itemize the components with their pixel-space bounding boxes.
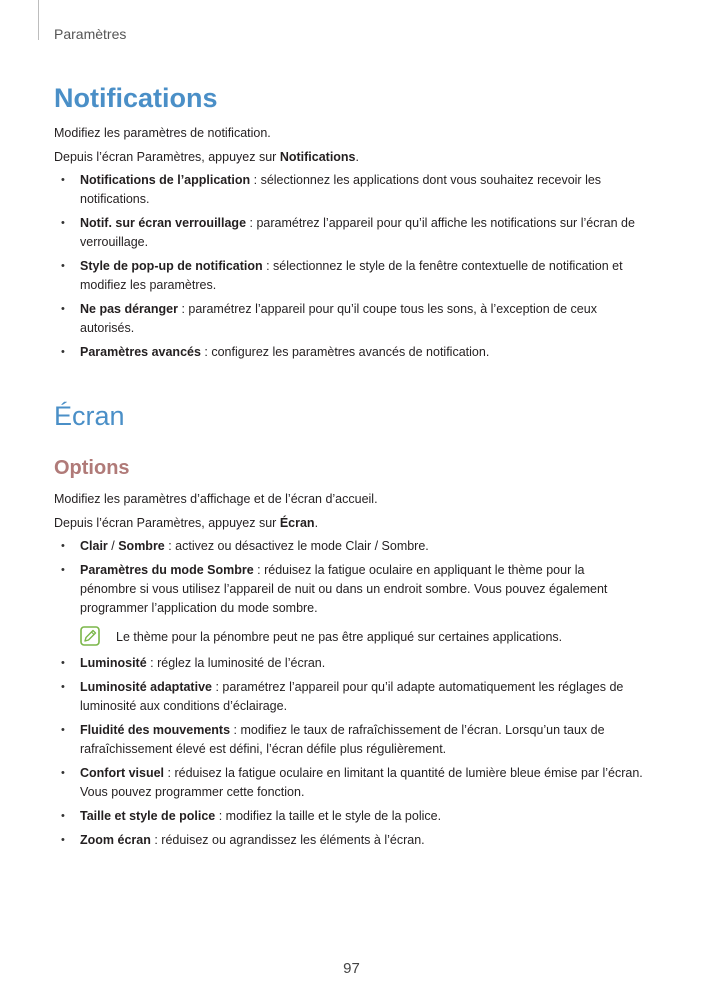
list-item	[61, 300, 644, 338]
running-header: Paramètres	[54, 26, 127, 42]
ecran-list-a	[54, 537, 644, 618]
bullet: •	[61, 174, 65, 186]
bullet: •	[61, 564, 65, 576]
list-item	[61, 171, 644, 209]
item-desc: : sélectionnez le style de la fenêtre contextuelle de notification et modifiez les paramètres.	[80, 259, 623, 292]
list-item	[61, 721, 644, 759]
options-subheading: Options	[54, 457, 130, 479]
note-pencil-icon	[80, 626, 100, 646]
item-term: Taille et style de police	[80, 809, 216, 823]
item-term: Luminosité adaptative	[80, 680, 212, 694]
item-desc: : réduisez la fatigue oculaire en limitant la quantité de lumière bleue émise par l’écran. Vous pouvez programmer cette fonction.	[80, 766, 643, 799]
bullet: •	[61, 303, 65, 315]
item-desc: : paramétrez l’appareil pour qu’il affiche les notifications sur l’écran de verrouillage.	[80, 216, 635, 249]
bullet: •	[61, 657, 65, 669]
list-item	[61, 257, 644, 295]
path-target: Notifications	[279, 150, 356, 164]
list-item	[61, 214, 644, 252]
notifications-heading: Notifications	[54, 83, 218, 113]
list-item	[61, 831, 644, 850]
item-term: Fluidité des mouvements	[80, 723, 231, 737]
item-desc: : paramétrez l’appareil pour qu’il coupe tous les sons, à l’exception de ceux autorisés.	[80, 302, 597, 335]
note-callout	[80, 628, 644, 648]
ecran-heading: Écran	[54, 401, 125, 431]
item-desc: : paramétrez l’appareil pour qu’il adapte automatiquement les réglages de luminosité aux conditions d’éclairage.	[80, 680, 624, 713]
list-item	[61, 764, 644, 802]
bullet: •	[61, 346, 65, 358]
notifications-path	[54, 148, 644, 166]
item-term: Notifications de l’application	[80, 173, 251, 187]
bullet: •	[61, 681, 65, 693]
item-sep: /	[107, 539, 119, 553]
list-item	[61, 678, 644, 716]
notifications-list	[54, 171, 644, 362]
page-number: 97	[343, 960, 360, 977]
item-term: Paramètres du mode Sombre	[80, 563, 254, 577]
list-item	[61, 807, 644, 826]
path-suffix: .	[314, 516, 319, 530]
bullet: •	[61, 724, 65, 736]
list-item	[61, 561, 644, 618]
bullet: •	[61, 810, 65, 822]
item-term: Ne pas déranger	[80, 302, 178, 316]
ecran-list-b	[54, 654, 644, 850]
path-target: Écran	[279, 516, 315, 530]
item-term: Luminosité	[80, 656, 147, 670]
item-term: Clair	[80, 539, 108, 553]
ecran-intro: Modifiez les paramètres d’affichage et de l’écran d’accueil.	[54, 492, 378, 506]
list-item	[61, 537, 644, 556]
list-item	[61, 654, 644, 673]
notifications-intro: Modifiez les paramètres de notification.	[54, 126, 271, 140]
bullet: •	[61, 260, 65, 272]
item-desc: : modifiez le taux de rafraîchissement de l’écran. Lorsqu’un taux de rafraîchissement élevé est défini, l’écran défile plus régulièrement.	[80, 723, 605, 756]
path-prefix: Depuis l’écran Paramètres, appuyez sur	[54, 516, 280, 530]
item-term: Notif. sur écran verrouillage	[80, 216, 247, 230]
item-desc: : modifiez la taille et le style de la police.	[215, 809, 442, 823]
page-content	[54, 80, 644, 850]
ecran-path	[54, 514, 644, 532]
bullet: •	[61, 217, 65, 229]
item-term: Paramètres avancés	[80, 345, 201, 359]
header-rule	[38, 0, 39, 40]
item-term: Zoom écran	[80, 833, 151, 847]
bullet: •	[61, 540, 65, 552]
item-desc: : réduisez la fatigue oculaire en appliquant le thème pour la pénombre si vous utilisez l’appareil de nuit ou dans un endroit sombre. Vous pouvez également programmer l’application du mode sombre.	[80, 563, 608, 615]
list-item	[61, 343, 644, 362]
note-text: Le thème pour la pénombre peut ne pas être appliqué sur certaines applications.	[116, 630, 563, 644]
item-desc: : configurez les paramètres avancés de notification.	[200, 345, 490, 359]
item-term: Style de pop-up de notification	[80, 259, 263, 273]
item-desc: : réglez la luminosité de l’écran.	[146, 656, 326, 670]
item-desc: : réduisez ou agrandissez les éléments à l’écran.	[150, 833, 425, 847]
bullet: •	[61, 767, 65, 779]
item-term-2: Sombre	[118, 539, 165, 553]
bullet: •	[61, 834, 65, 846]
path-prefix: Depuis l’écran Paramètres, appuyez sur	[54, 150, 280, 164]
item-desc: : activez ou désactivez le mode Clair / Sombre.	[164, 539, 429, 553]
item-term: Confort visuel	[80, 766, 165, 780]
path-suffix: .	[355, 150, 359, 164]
item-desc: : sélectionnez les applications dont vous souhaitez recevoir les notifications.	[80, 173, 602, 206]
